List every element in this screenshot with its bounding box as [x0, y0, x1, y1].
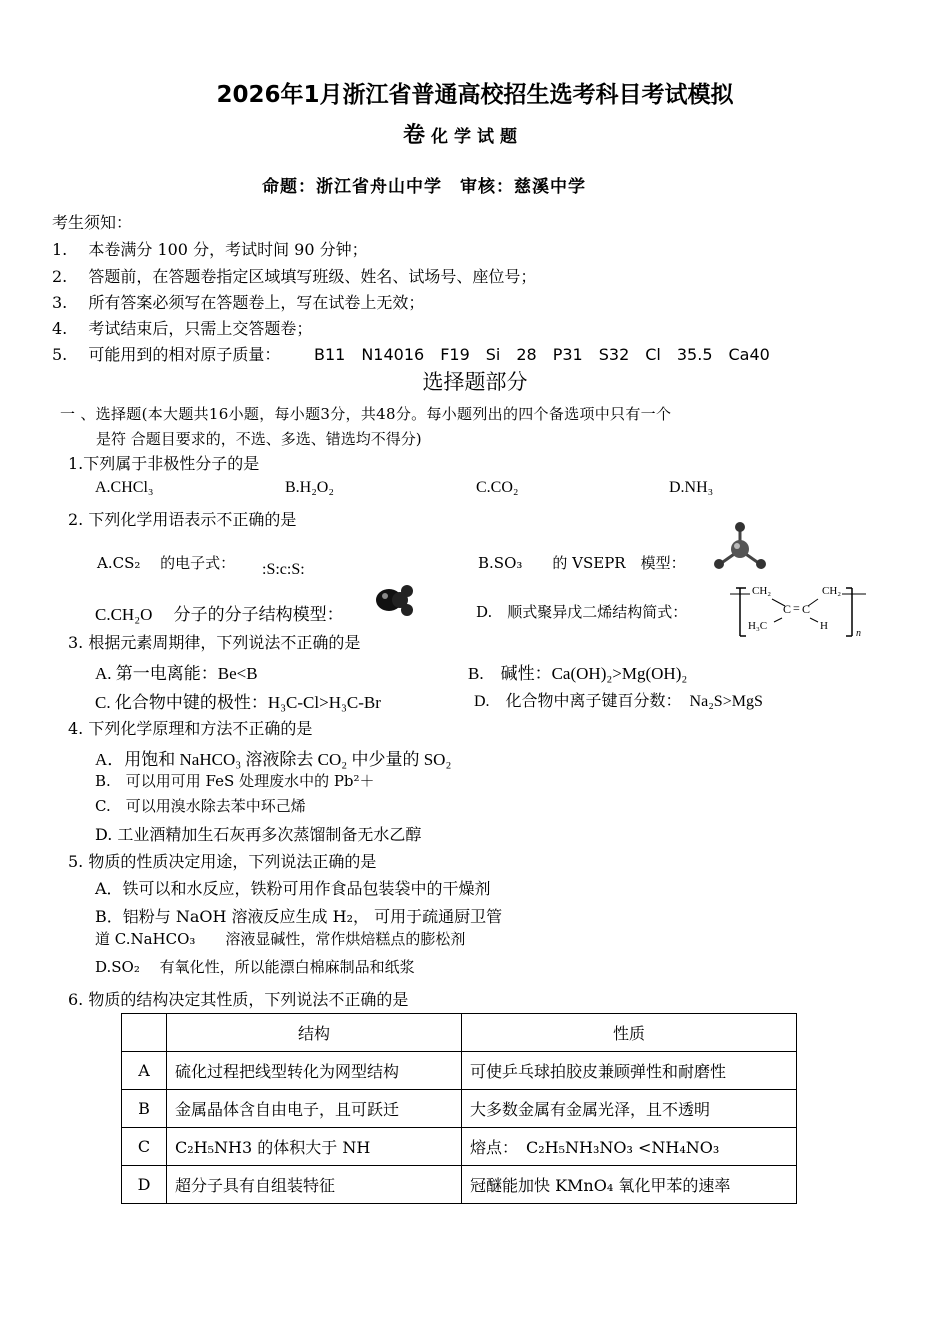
- q3-option-a: A. 第一电离能：Be<B: [95, 664, 258, 683]
- q3-option-b: B. 碱性：Ca(OH)₂>Mg(OH)₂: [468, 664, 688, 683]
- q1-option-d: D.NH₃: [669, 479, 714, 496]
- header-structure: 结构: [167, 1014, 462, 1052]
- header-empty-cell: [122, 1014, 167, 1052]
- row-property: 冠醚能加快 KMnO₄ 氧化甲苯的速率: [462, 1166, 797, 1204]
- q6-stem: 6. 物质的结构决定其性质，下列说法不正确的是: [68, 990, 409, 1009]
- authors-line: 命题：浙江省舟山中学 审核：慈溪中学: [262, 177, 586, 197]
- row-property: 大多数金属有金属光泽，且不透明: [462, 1090, 797, 1128]
- row-structure: C₂H₅NH3 的体积大于 NH: [167, 1128, 462, 1166]
- poly-ch2-right: CH₂: [822, 585, 842, 597]
- row-option: A: [122, 1052, 167, 1090]
- row-structure: 超分子具有自组装特征: [167, 1166, 462, 1204]
- poly-double-bond: =: [793, 601, 800, 615]
- q5-option-d: D.SO₂ 有氧化性，所以能漂白棉麻制品和纸浆: [95, 958, 415, 976]
- table-row: [122, 1052, 797, 1090]
- row-structure: 硫化过程把线型转化为网型结构: [167, 1052, 462, 1090]
- poly-carbon-left: C: [783, 602, 792, 616]
- poly-h3c: H₃C: [748, 620, 768, 632]
- header-property: 性质: [462, 1014, 797, 1052]
- row-option: C: [122, 1128, 167, 1166]
- poly-h: H: [820, 620, 828, 632]
- table-row: [122, 1090, 797, 1128]
- q3-stem: 3. 根据元素周期律，下列说法不正确的是: [68, 633, 361, 652]
- poly-n: n: [856, 628, 861, 639]
- row-property: 熔点： C₂H₅NH₃NO₃ <NH₄NO₃: [462, 1128, 797, 1166]
- q2-option-d: D. 顺式聚异戊二烯结构简式：: [476, 603, 688, 621]
- poly-ch2-left: CH₂: [752, 585, 772, 597]
- table-row: [122, 1128, 797, 1166]
- table-header-row: [122, 1014, 797, 1052]
- subtitle-main: 卷: [403, 123, 426, 148]
- q4-option-b: B. 可以用可用 FeS 处理废水中的 Pb²＋: [95, 772, 375, 790]
- table-row: [122, 1166, 797, 1204]
- subtitle-subject: 化学试题: [431, 127, 524, 147]
- ch2o-molecule-model-icon: [372, 583, 418, 617]
- notice-item-4: 4. 考试结束后，只需上交答题卷；: [52, 319, 313, 338]
- q1-stem: 1.下列属于非极性分子的是: [68, 454, 260, 473]
- q5-stem: 5. 物质的性质决定用途，下列说法正确的是: [68, 852, 377, 871]
- notice-heading: 考生须知：: [52, 213, 133, 232]
- q1-option-c: C.CO₂: [476, 479, 519, 496]
- section-intro-line1: 一 、选择题(本大题共16小题，每小题3分，共48分。每小题列出的四个备选项中只有一个: [60, 405, 672, 423]
- row-property: 可使乒乓球拍胶皮兼顾弹性和耐磨性: [462, 1052, 797, 1090]
- q4-option-c: C. 可以用溴水除去苯中环己烯: [95, 797, 306, 815]
- notice-item-3: 3. 所有答案必须写在答题卷上，写在试卷上无效；: [52, 293, 425, 312]
- notice-item-5: 5. 可能用到的相对原子质量：: [52, 345, 281, 364]
- q4-stem: 4. 下列化学原理和方法不正确的是: [68, 719, 313, 738]
- q5-option-a: A．铁可以和水反应，铁粉可用作食品包装袋中的干燥剂: [95, 879, 491, 898]
- q5-option-c: 道 C.NaHCO₃ 溶液显碱性，常作烘焙糕点的膨松剂: [95, 930, 466, 948]
- q4-option-a: A．用饱和 NaHCO₃ 溶液除去 CO₂ 中少量的 SO₂: [95, 750, 452, 769]
- q2-stem: 2. 下列化学用语表示不正确的是: [68, 510, 297, 529]
- poly-carbon-right: C: [802, 602, 811, 616]
- q6-table: [121, 1013, 797, 1204]
- atomic-masses: B11 N14016 F19 Si 28 P31 S32 Cl 35.5 Ca40: [314, 345, 770, 364]
- q1-option-b: B.H₂O₂: [285, 479, 334, 496]
- q2-option-a: A.CS₂ 的电子式：: [97, 554, 236, 572]
- section-intro-line2: 是符 合题目要求的，不选、多选、错选均不得分): [96, 430, 422, 448]
- q2-option-b: B.SO₃ 的 VSEPR 模型：: [478, 554, 686, 572]
- q4-option-d: D. 工业酒精加生石灰再多次蒸馏制备无水乙醇: [95, 825, 422, 844]
- notice-item-1: 1. 本卷满分 100 分，考试时间 90 分钟；: [52, 240, 368, 259]
- notice-item-2: 2. 答题前，在答题卷指定区域填写班级、姓名、试场号、座位号；: [52, 267, 537, 286]
- q5-option-b: B．铝粉与 NaOH 溶液反应生成 H₂， 可用于疏通厨卫管: [95, 907, 503, 926]
- q3-option-d: D. 化合物中离子键百分数： Na₂S>MgS: [474, 693, 763, 710]
- exam-subtitle: [403, 118, 523, 149]
- so3-vsepr-model-icon: [708, 518, 772, 574]
- q2-option-a-formula: :S:c:S:: [262, 561, 305, 578]
- row-option: B: [122, 1090, 167, 1128]
- exam-title: 2026年1月浙江省普通高校招生选考科目考试模拟: [216, 82, 734, 108]
- q2-option-c: C.CH₂O 分子的分子结构模型：: [95, 605, 344, 624]
- q1-option-a: A.CHCl₃: [95, 479, 154, 496]
- row-structure: 金属晶体含自由电子，且可跃迁: [167, 1090, 462, 1128]
- q3-option-c: C. 化合物中键的极性：H₃C-Cl>H₃C-Br: [95, 693, 381, 712]
- section-title: 选择题部分: [422, 370, 528, 394]
- row-option: D: [122, 1166, 167, 1204]
